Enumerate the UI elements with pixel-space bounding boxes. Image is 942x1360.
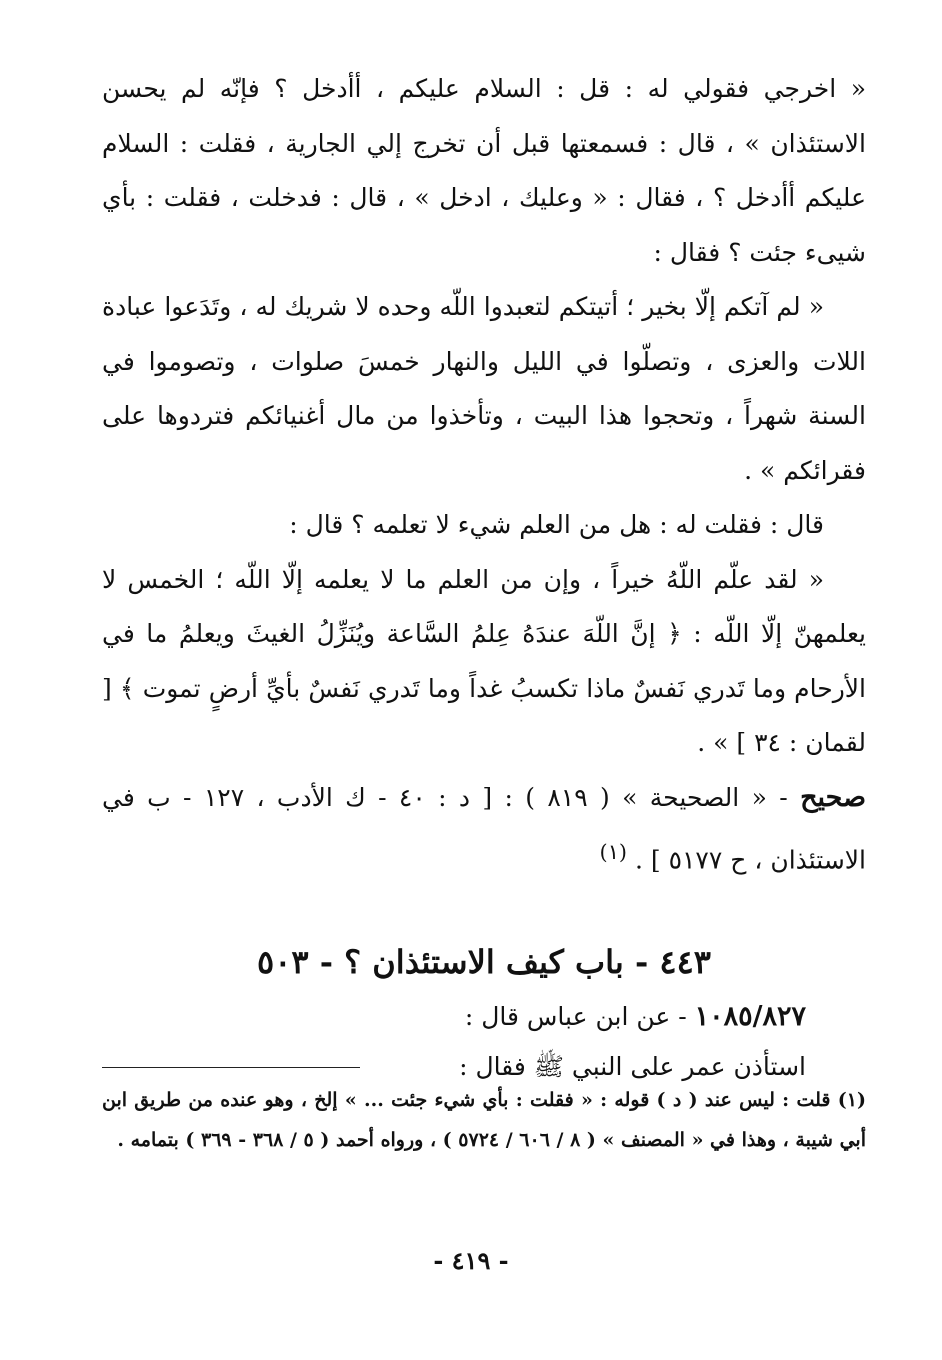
hadith-number: ١٠٨٥/٨٢٧ [694, 1000, 806, 1032]
grading-reference: - « الصحيحة » ( ٨١٩ ) : [ د : ٤٠ - ك الأدب ، ١٢٧ - ب في الاستئذان ، ح ٥١٧٧ ] . [102, 782, 866, 875]
chapter-heading: ٤٤٣ - باب كيف الاستئذان ؟ - ٥٠٣ [257, 942, 711, 981]
hadith-text-paragraph: « اخرجي فقولي له : قل : السلام عليكم ، أأدخل ؟ فإنّه لم يحسن الاستئذان » ، قال : فسمعتها قبل أن تخرج إلي الجارية ، فقلت : السلام عليكم أأدخل ؟ ، فقال : « وعليك ، ادخل » ، قال : فدخلت ، فقلت : بأي شيىء جئت ؟ فقال : [102, 74, 866, 267]
hadith-opening-line: استأذن عمر على النبي ﷺ فقال : [459, 1051, 806, 1081]
page-number: - ٤١٩ - [433, 1246, 509, 1275]
grade-label: صحيح [800, 781, 866, 813]
hadith-intro: - عن ابن عباس قال : [464, 1001, 695, 1031]
hadith-text-paragraph: « لقد علّم اللّهُ خيراً ، وإن من العلم ما لا يعلمه إلّا اللّه ؛ الخمس لا يعلمهنّ إلّا اللّه : ﴿ إنَّ اللّهَ عندَهُ عِلمُ السَّاعة ويُنَزِّلُ الغيثَ ويعلمُ ما في الأرحام وما تَدري نَفسٌ ماذا تكسبُ غداً وما تَدري نَفسٌ بأيِّ أرضٍ تموت ﴾ [ لقمان : ٣٤ ] » . [102, 564, 866, 757]
hadith-text-paragraph: قال : فقلت له : هل من العلم شيء لا تعلمه ؟ قال : [289, 510, 824, 539]
hadith-intro-line [102, 992, 866, 1042]
footnote: (١) قلت : ليس عند ( د ) قوله : « فقلت : بأي شيء جئت ... » إلخ ، وهو عنده من طريق ابن أبي شيبة ، وهذا في « المصنف » ( ٨ / ٦٠٦ / ٥٧٢٤ ) ، ورواه أحمد ( ٥ / ٣٦٨ - ٣٦٩ ) بتمامه . [102, 1089, 866, 1151]
hadith-text-paragraph: « لم آتكم إلّا بخير ؛ أتيتكم لتعبدوا اللّه وحده لا شريك له ، وتَدَعوا عبادة اللات والعزى ، وتصلّوا في الليل والنهار خمسَ صلوات ، وتصوموا في السنة شهراً ، وتحجوا هذا البيت ، وتأخذوا من مال أغنيائكم فتردوها على فقرائكم » . [102, 292, 866, 485]
grading-paragraph [102, 771, 866, 888]
page-body [102, 62, 866, 1092]
footnote-divider [102, 1067, 360, 1068]
footnote-marker: (١) [599, 840, 628, 864]
